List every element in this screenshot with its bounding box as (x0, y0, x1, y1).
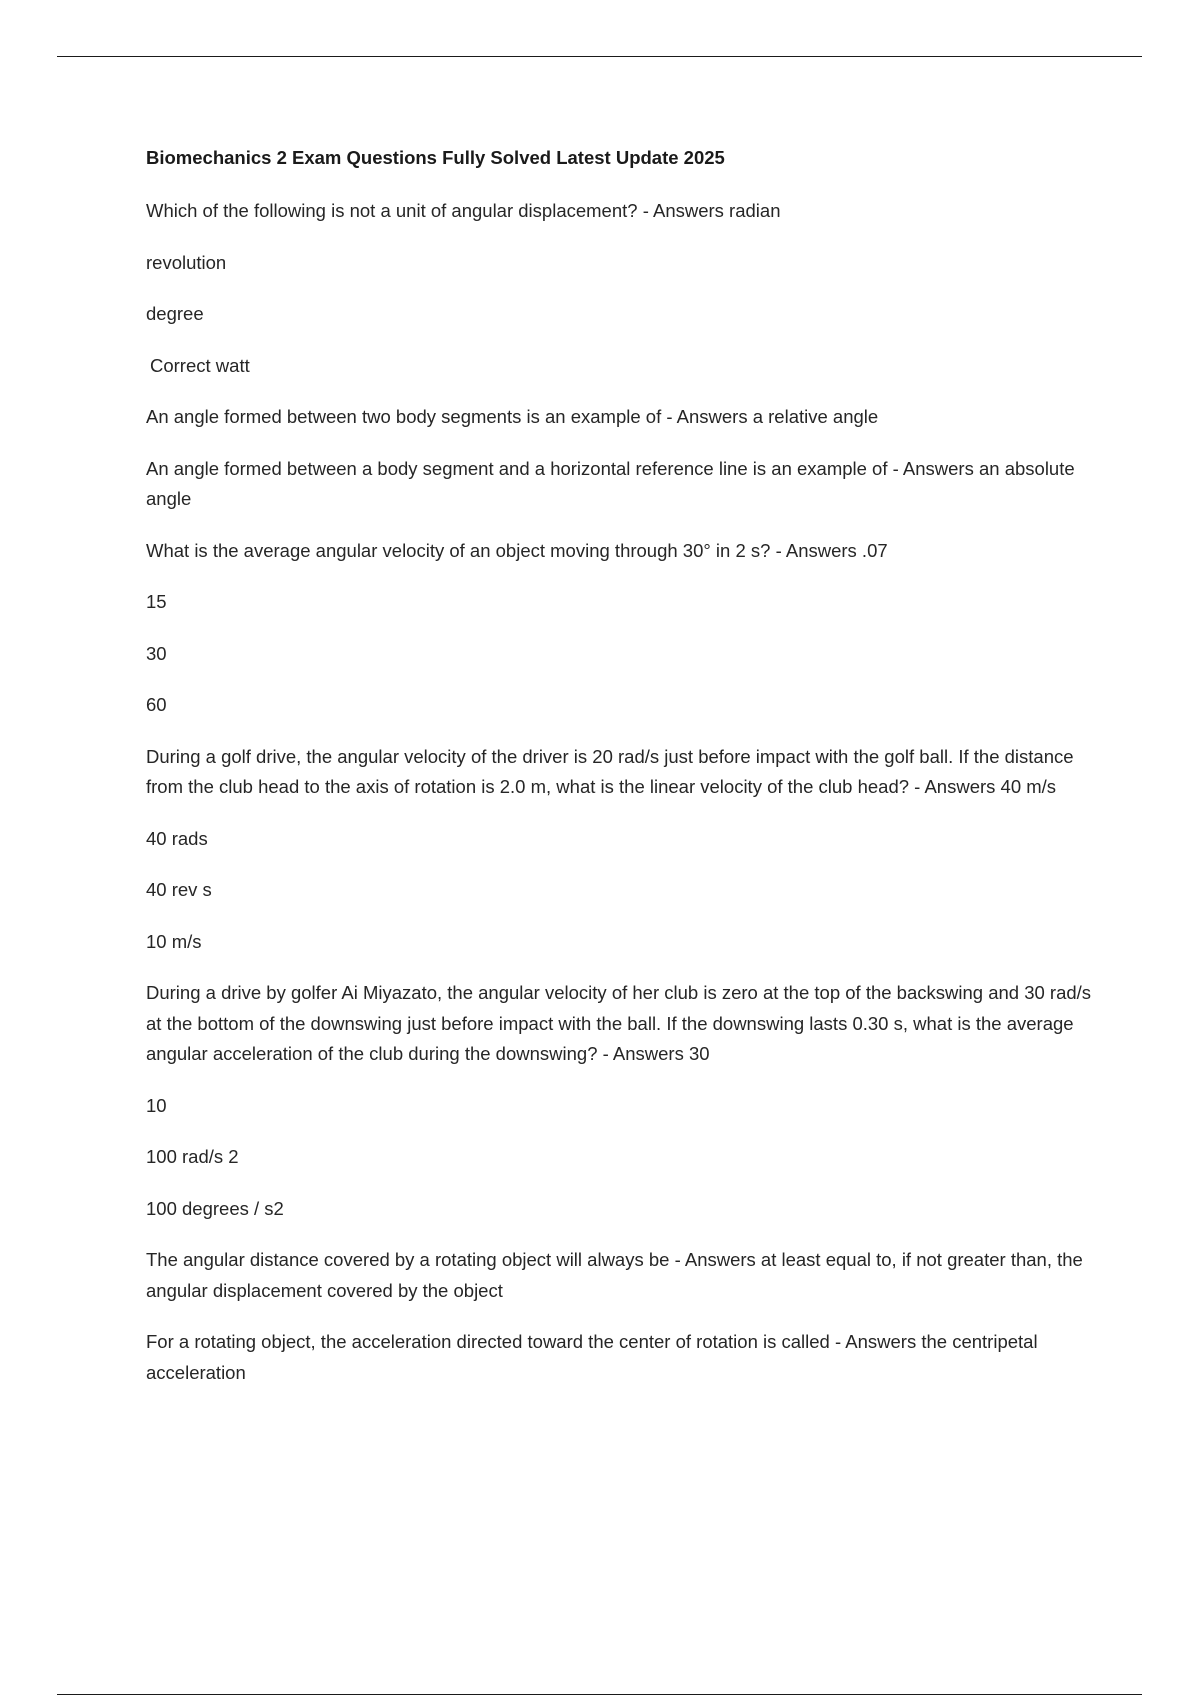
option-40-rev-s: 40 rev s (146, 879, 212, 900)
question-6: During a drive by golfer Ai Miyazato, the angular velocity of her club is zero at the top of the backswing and 30 rad/s at the bottom of the downswing just before impact with the ball. If the downswing lasts 0.30 s, what is the average angular acceleration of the club during the downswing? - Answers 30 (146, 982, 1092, 1064)
question-8: For a rotating object, the acceleration directed toward the center of rotation is called - Answers the centripetal acceleration (146, 1331, 1038, 1383)
document-title: Biomechanics 2 Exam Questions Fully Solved Latest Update 2025 (146, 147, 725, 168)
header-rule (57, 56, 1142, 57)
option-100-rad-s2: 100 rad/s 2 (146, 1146, 239, 1167)
option-60: 60 (146, 694, 167, 715)
question-1: Which of the following is not a unit of angular displacement? - Answers radian (146, 200, 781, 221)
question-4: What is the average angular velocity of an object moving through 30° in 2 s? - Answers .07 (146, 539, 888, 561)
question-3: An angle formed between a body segment and a horizontal reference line is an example of - Answers an absolute angle (146, 457, 1075, 509)
option-100-degrees-s2: 100 degrees / s2 (146, 1197, 284, 1219)
option-10-m-s: 10 m/s (146, 930, 202, 952)
question-7: The angular distance covered by a rotating object will always be - Answers at least equal to, if not greater than, the angular displacement covered by the object (146, 1249, 1083, 1301)
option-10: 10 (146, 1094, 167, 1116)
footer-rule (57, 1694, 1142, 1695)
option-15: 15 (146, 591, 167, 612)
document-body (146, 146, 1096, 1409)
option-degree: degree (146, 303, 204, 324)
option-30: 30 (146, 642, 167, 664)
question-2: An angle formed between two body segments is an example of - Answers a relative angle (146, 406, 879, 427)
question-5: During a golf drive, the angular velocity of the driver is 20 rad/s just before impact with the golf ball. If the distance from the club head to the axis of rotation is 2.0 m, what is the linear velocity of the club head? - Answers 40 m/s (146, 745, 1074, 797)
option-correct-watt: Correct watt (150, 354, 250, 376)
option-40-rads: 40 rads (146, 827, 208, 849)
option-revolution: revolution (146, 251, 227, 273)
